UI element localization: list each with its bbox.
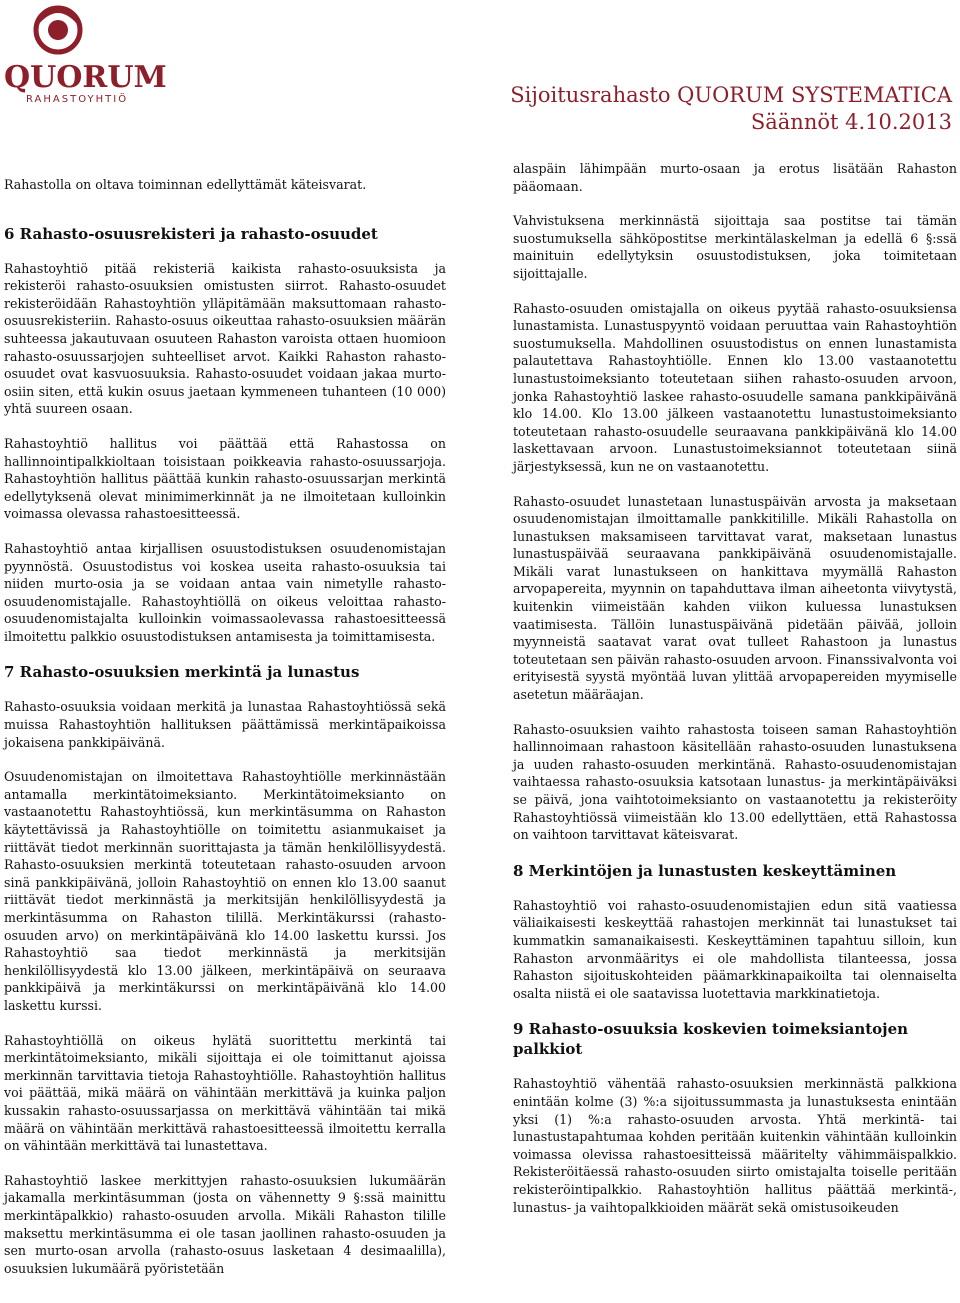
document-title: Sijoitusrahasto QUORUM SYSTEMATICA [510,83,952,107]
paragraph: Rahastoyhtiö laskee merkittyjen rahasto-osuuksien lukumäärän jakamalla merkintäsumman (josta on vähennetty 9 §:ssä mainittu merkintäpalkkio) rahasto-osuuden arvolla. Mikäli Rahaston tilille maksettu merkintäsumma ei ole tasan jaollinen rahasto-osuuden ja sen murto-osan arvolla (rahasto-osuus lasketaan 4 desimaalilla), osuuksien lukumäärä pyöristetään [4,1172,446,1276]
logo-wordmark: QUORUM [4,60,167,95]
paragraph: Vahvistuksena merkinnästä sijoittaja saa postitse tai tämän suostumuksella sähköpostitse merkintälaskelman ja edellä 6 §:ssä mainituin edellytyksin osuustodistuksen, joka toimitetaan sijoittajalle. [513,213,957,281]
paragraph: Rahastoyhtiö voi rahasto-osuudenomistajien edun sitä vaatiessa väliaikaisesti keskeyttää rahastojen merkinnät tai lunastukset tai kummatkin samanaikaisesti. Keskeyttäminen tapahtuu silloin, kun Rahaston arvonmääritys ei ole mahdollista tilanteessa, jossa Rahaston sijoituskohteiden päämarkkinapaikoilta tai olennaiselta osalta niistä ei ole saatavissa luotettavia markkinatietoja. [513,897,957,1001]
company-logo [0,0,167,120]
logo-subtitle: RAHASTOYHTIÖ [26,94,129,105]
paragraph: Rahasto-osuuden omistajalla on oikeus pyytää rahasto-osuuksiensa lunastamista. Lunastuspyyntö voidaan peruuttaa vain Rahastoyhtiön suostumuksella. Mahdollinen osuustodistus on ennen lunastamista palautettava Rahastoyhtiölle. Ennen klo 13.00 vastaanotettu lunastustoimeksianto toteutetaan siihen rahasto-osuuden arvoon, jonka Rahastoyhtiö laskee rahasto-osuudelle samana pankkipäivänä klo 14.00. Klo 13.00 jälkeen vastaanotettu lunastustoimeksianto toteutetaan rahasto-osuudelle seuraavana pankkipäivänä klo 14.00 laskettavaan arvoon. Lunastustoimeksiannot toteutetaan siinä järjestyksessä, kun ne on vastaanotettu. [513,300,957,474]
section-6-heading: 6 Rahasto-osuusrekisteri ja rahasto-osuudet [4,224,378,243]
document-date: Säännöt 4.10.2013 [750,110,952,134]
paragraph: Rahasto-osuuksia voidaan merkitä ja lunastaa Rahastoyhtiössä sekä muissa Rahastoyhtiön hallituksen päättämissä merkintäpaikoissa jokaisena pankkipäivänä. [4,699,446,750]
section-7-heading: 7 Rahasto-osuuksien merkintä ja lunastus [4,663,360,682]
paragraph: Rahastoyhtiö vähentää rahasto-osuuksien merkinnästä palkkiona enintään kolme (3) %:a sijoitussummasta ja lunastuksesta enintään yksi (1) %:a rahasto-osuuden arvosta. Yhtä merkintä- tai lunastustapahtumaa kohden peritään kuitenkin vähintään kulloinkin voimassa olevissa rahastoesitteissä määritelty vähimmäispalkkio. Rekisteröitäessä rahasto-osuuden siirto omistajalta toiselle peritään rekisteröintipalkkio. Rahastoyhtiön hallitus päättää merkintä-, lunastus- ja vaihtopalkkioiden määrät sekä omistusoikeuden [513,1076,957,1215]
paragraph: Rahastoyhtiö antaa kirjallisen osuustodistuksen osuudenomistajan pyynnöstä. Osuustodistus voi koskea useita rahasto-osuuksia tai niiden murto-osia ja se voidaan antaa vain nimetylle rahasto-osuudenomistajalle. Rahastoyhtiöllä on oikeus veloittaa rahasto-osuudenomistajalta kulloinkin voimassaolevassa rahastoesitteessä ilmoitettu palkkio osuustodistuksen antamisesta ja toimittamisesta. [4,540,446,644]
section-9-heading: 9 Rahasto-osuuksia koskevien toimeksiantojen palkkiot [513,1020,909,1059]
paragraph: Rahastolla on oltava toiminnan edellyttämät käteisvarat. [4,177,367,192]
section-8-heading: 8 Merkintöjen ja lunastusten keskeyttäminen [513,861,897,880]
paragraph: Rahasto-osuudet lunastetaan lunastuspäivän arvosta ja maksetaan osuudenomistajan ilmoittamalle pankkitilille. Mikäli Rahastolla on lunastuksen maksamiseen tarvittavat varat, maksetaan lunastus lunastuspäivää seuraavana pankkipäivänä osuudenomistajalle. Mikäli varat lunastukseen on hankittava myymällä Rahaston arvopapereita, myynnin on tapahduttava ilman aiheetonta viivytystä, kuitenkin viimeistään kahden viikon kuluessa lunastuksen vaatimisesta. Tällöin lunastuspäivänä pidetään päivää, jolloin myynneistä saatavat varat ovat tulleet Rahastoon ja lunastus toteutetaan sen päivän rahasto-osuuden arvoon. Finanssivalvonta voi erityisestä syystä myöntää luvan ylittää arvopapereiden myymiselle asetetun määräajan. [513,493,957,703]
left-column [4,176,446,1277]
paragraph: Rahastoyhtiö pitää rekisteriä kaikista rahasto-osuuksista ja rekisteröi rahasto-osuuksien omistusten siirrot. Rahasto-osuudet rekisteröidään Rahastoyhtiön ylläpitämään maksuttomaan rahasto-osuusrekisteriin. Rahasto-osuus oikeuttaa rahasto-osuuksien määrän suhteessa jakautuvaan osuuteen Rahaston varoista ottaen huomioon rahasto-osuussarjojen suhteelliset arvot. Kaikki Rahaston rahasto-osuudet ovat kasvuosuuksia. Rahasto-osuudet voidaan jakaa murto-osiin siten, että kukin osuus jaetaan kymmeneen tuhanteen (10 000) yhtä suureen osaan. [4,260,446,417]
paragraph: Rahastoyhtiöllä on oikeus hylätä suorittettu merkintä tai merkintätoimeksianto, mikäli sijoittaja ei ole toimittanut ajoissa merkinnän tarvittavia tietoja Rahastoyhtiölle. Rahastoyhtiön hallitus voi päättää, mikä määrä on vähintään merkittävä ja kuinka paljon kussakin rahasto-osuussarjassa on merkittävä vähintään tai mikä määrä on vähintään merkittävä rahastoesitteessä ilmoitettu kerralla on vähintään merkittävä tai lunastettava. [4,1032,446,1154]
paragraph: Osuudenomistajan on ilmoitettava Rahastoyhtiölle merkinnästään antamalla merkintätoimeksianto. Merkintätoimeksianto on vastaanotettu Rahastoyhtiössä, kun merkintäsumma on Rahaston käytettävissä ja Rahastoyhtiölle on toimitettu asianmukaiset ja riittävät tiedot merkinnän suorittajasta ja tämän henkilöllisyydestä. Rahasto-osuuksien merkintä toteutetaan rahasto-osuuden arvoon sinä pankkipäivänä, jolloin Rahastoyhtiö on ennen klo 13.00 saanut riittävät tiedot merkinnästä ja merkitsijän henkilöllisyydestä ja merkintäsumma on Rahaston tilillä. Merkintäkurssi (rahasto-osuuden arvo) on merkintäpäivänä klo 14.00 laskettu kurssi. Jos Rahastoyhtiö saa tiedot merkinnästä ja merkitsijän henkilöllisyydestä klo 13.00 jälkeen, merkintäpäivä on seuraava pankkipäivä ja merkintäkurssi on merkintäpäivänä klo 14.00 laskettu kurssi. [4,769,446,1013]
paragraph: Rahastoyhtiö hallitus voi päättää että Rahastossa on hallinnointipalkkioltaan toisistaan poikkeavia rahasto-osuussarjoja. Rahastoyhtiön hallitus päättää kunkin rahasto-osuussarjan merkintä edellytyksenä olevat minimimerkinnät ja ne ilmoitetaan kulloinkin voimassa olevassa rahastoesitteessä. [4,435,446,522]
right-column [513,160,957,1216]
paragraph: Rahasto-osuuksien vaihto rahastosta toiseen saman Rahastoyhtiön hallinnoimaan rahastoon käsitellään rahasto-osuuden lunastuksena ja uuden rahasto-osuuden merkintänä. Rahasto-osuudenomistajan vaihtaessa rahasto-osuuksia katsotaan lunastus- ja merkintäpäiväksi se päivä, jona vaihtotoimeksianto on vastaanotettu ja rekisteröity Rahastoyhtiössä viimeistään klo 13.00 edellyttäen, että Rahastossa on vaihtoon tarvittavat käteisvarat. [513,721,957,843]
document-header [510,82,952,136]
paragraph: alaspäin lähimpään murto-osaan ja erotus lisätään Rahaston pääomaan. [513,161,957,194]
